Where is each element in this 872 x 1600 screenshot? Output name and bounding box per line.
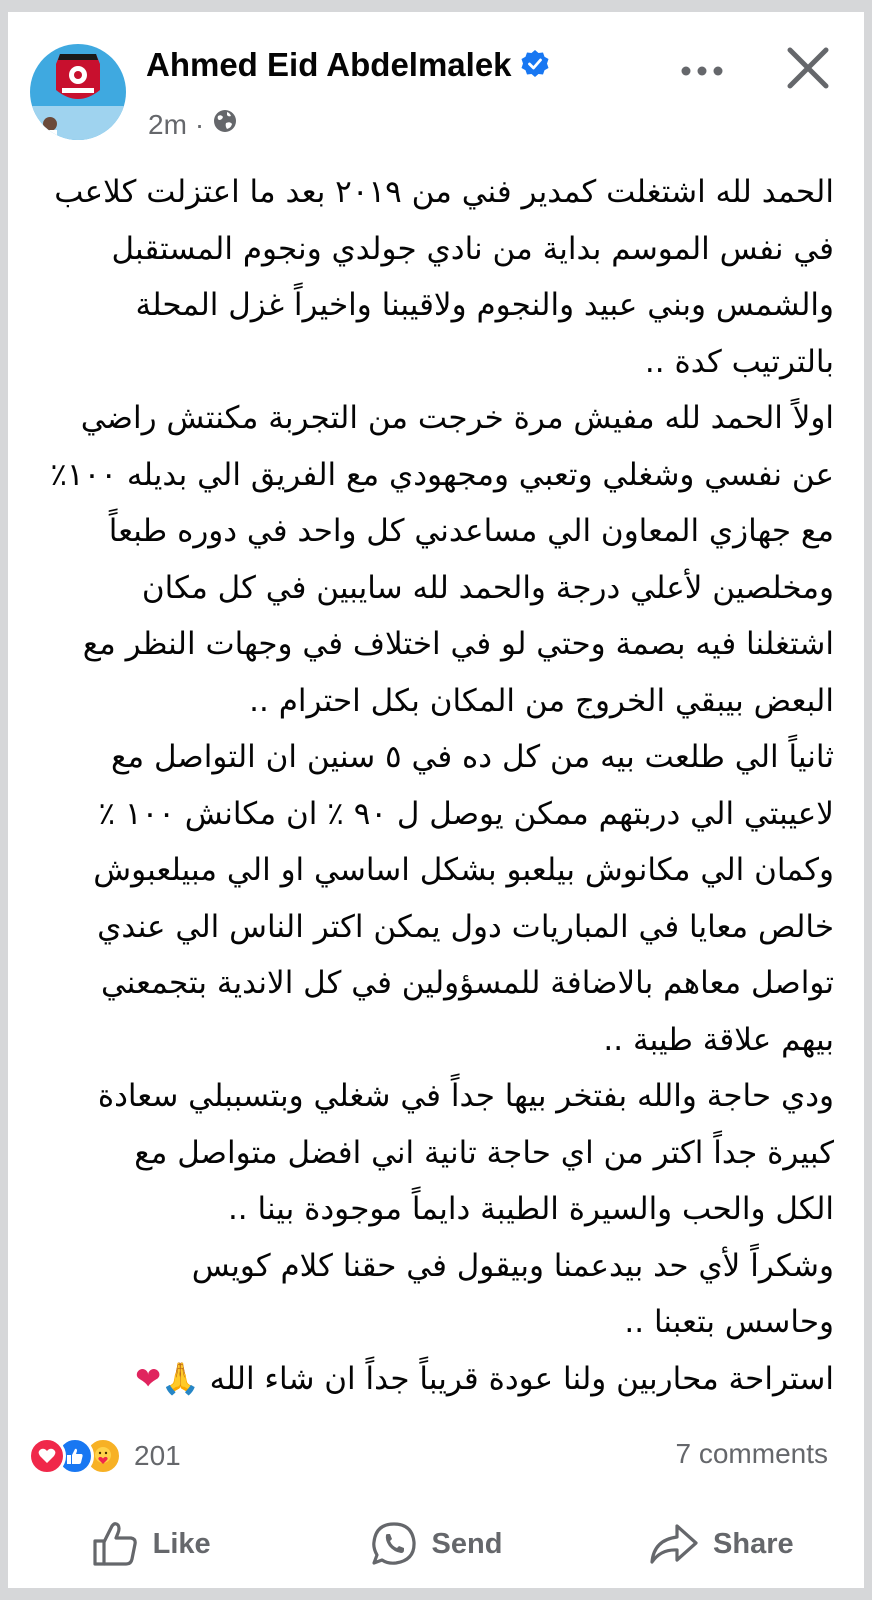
post-line: بالترتيب كدة .. xyxy=(644,343,834,380)
comments-count-link[interactable]: 7 comments xyxy=(675,1438,828,1469)
post-line: البعض بيبقي الخروج من المكان بكل احترام .. xyxy=(249,682,834,719)
like-label: Like xyxy=(152,1527,211,1560)
send-button[interactable] xyxy=(293,1512,578,1576)
post-line: الكل والحب والسيرة الطيبة دايماً موجودة بينا .. xyxy=(227,1191,834,1227)
reaction-count: 201 xyxy=(134,1440,181,1471)
post-line: والشمس وبني عبيد والنجوم ولاقيبنا واخيراً غزل المحلة xyxy=(135,287,834,323)
thumbs-up-icon xyxy=(91,1521,139,1567)
send-label: Send xyxy=(431,1527,503,1560)
post-card xyxy=(8,12,864,1588)
close-icon xyxy=(780,40,836,96)
post-header xyxy=(8,12,864,152)
post-actions-bar xyxy=(8,1512,864,1576)
more-dots-icon xyxy=(680,66,724,76)
meta-separator: · xyxy=(194,108,205,140)
post-text xyxy=(28,164,834,1407)
post-time[interactable]: 2m xyxy=(148,108,187,140)
post-line: وشكراً لأي حد بيدعمنا وبيقول في حقنا كلام كويس xyxy=(191,1247,834,1284)
post-line: في نفس الموسم بداية من نادي جولدي ونجوم المستقبل xyxy=(111,230,834,267)
post-line: كبيرة جداً اكتر من اي حاجة تانية اني افضل متواصل مع xyxy=(134,1134,834,1171)
post-line: تواصل معاهم بالاضافة للمسؤولين في كل الاندية بتجمعني xyxy=(100,965,834,1001)
post-line: ودي حاجة والله بفتخر بيها جداً في شغلي وبتسببلي سعادة xyxy=(97,1078,834,1114)
share-arrow-icon xyxy=(649,1522,699,1566)
author-avatar[interactable] xyxy=(30,44,126,140)
love-reaction-icon xyxy=(28,1437,66,1475)
reaction-summary[interactable] xyxy=(28,1434,181,1478)
heart-emoji: ❤ xyxy=(135,1360,162,1397)
like-button[interactable] xyxy=(8,1512,293,1576)
author-name-row xyxy=(146,46,550,84)
post-line: اشتغلنا فيه بصمة وحتي لو في اختلاف في وجهات النظر مع xyxy=(82,626,834,662)
post-line: لاعيبتي الي دربتهم ممكن يوصل ل ٩٠ ٪ ان مكانش ١٠٠ ٪ xyxy=(98,795,834,832)
verified-badge-icon xyxy=(520,49,550,79)
pray-emoji: 🙏 xyxy=(161,1360,200,1397)
post-line-text: استراحة محاربين ولنا عودة قريباً جداً ان شاء الله xyxy=(209,1360,834,1397)
share-label: Share xyxy=(713,1527,794,1560)
post-meta xyxy=(148,108,238,141)
share-button[interactable] xyxy=(579,1512,864,1576)
post-line: مع جهازي المعاون الي مساعدني كل واحد في دوره طبعاً xyxy=(108,513,834,549)
post-line: وحاسس بتعبنا .. xyxy=(624,1304,834,1340)
whatsapp-icon xyxy=(370,1520,418,1568)
post-line: الحمد لله اشتغلت كمدير فني من ٢٠١٩ بعد ما اعتزلت كلاعب xyxy=(54,174,834,210)
post-line-last xyxy=(28,1351,834,1408)
post-line: عن نفسي وشغلي وتعبي ومجهودي مع الفريق الي بديله ١٠٠٪ xyxy=(50,456,834,493)
post-line: ثانياً الي طلعت بيه من كل ده في ٥ سنين ان التواصل مع xyxy=(111,739,834,775)
post-line: بيهم علاقة طيبة .. xyxy=(603,1021,834,1058)
globe-icon[interactable] xyxy=(212,108,238,141)
author-name[interactable]: Ahmed Eid Abdelmalek xyxy=(146,46,512,83)
close-button[interactable] xyxy=(780,40,836,96)
post-line: خالص معايا في المباريات دول يمكن اكتر الناس الي عندي xyxy=(97,908,834,945)
more-options-button[interactable] xyxy=(676,56,728,86)
post-line: وكمان الي مكانوش بيلعبو بشكل اساسي او الي مبيلعبوش xyxy=(93,852,834,888)
post-line: ومخلصين لأعلي درجة والحمد لله سايبين في كل مكان xyxy=(141,569,834,606)
club-crest-avatar-image xyxy=(30,44,126,140)
post-line: اولاً الحمد لله مفيش مرة خرجت من التجربة مكنتش راضي xyxy=(80,400,834,436)
